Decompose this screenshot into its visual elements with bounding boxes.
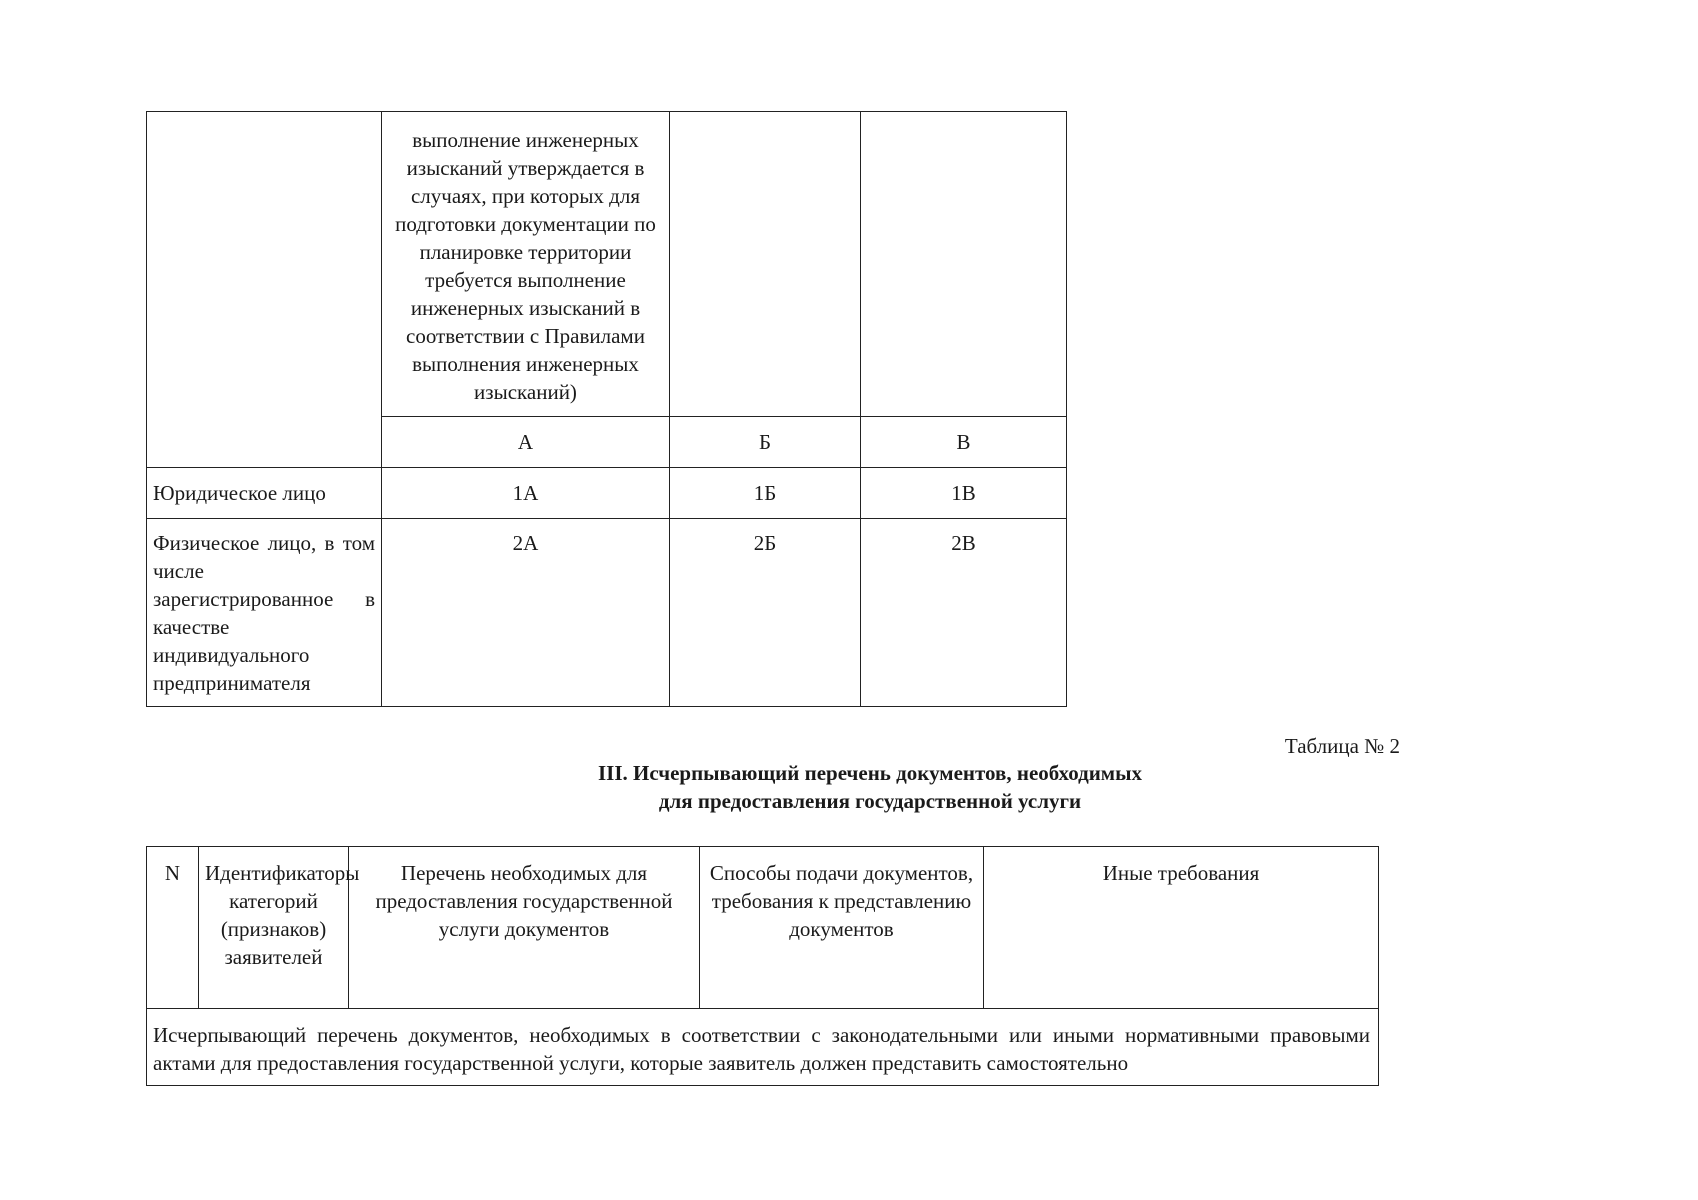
documents-table (146, 846, 1379, 1086)
applicant-variants-table (146, 111, 1067, 707)
table-cell-description: выполнение инженерных изысканий утверждается в случаях, при которых для подготовки документации по планировке территории требуется выполнение инженерных изысканий в соответствии с Правилами выполнения инженерных изысканий) (382, 112, 670, 417)
table-cell-value: 1А (382, 468, 670, 519)
row-label-legal-entity: Юридическое лицо (147, 468, 382, 519)
header-documents-list: Перечень необходимых для предоставления государственной услуги документов (349, 847, 700, 1009)
header-submission-methods: Способы подачи документов, требования к представлению документов (700, 847, 984, 1009)
table-cell-empty (670, 112, 861, 417)
section-title (480, 759, 1260, 815)
table-cell-value: 2В (861, 519, 1067, 707)
header-number: N (147, 847, 199, 1009)
table-header-row (147, 847, 1379, 1009)
header-other-requirements: Иные требования (984, 847, 1379, 1009)
table-cell-value: 2А (382, 519, 670, 707)
table-number-label: Таблица № 2 (1284, 734, 1400, 758)
column-letter-v: В (861, 417, 1067, 468)
table-row (147, 468, 1067, 519)
table-cell-value: 1Б (670, 468, 861, 519)
header-identifiers: Идентификаторы категорий (признаков) заявителей (199, 847, 349, 1009)
section-title-line: для предоставления государственной услуги (658, 789, 1082, 813)
table-cell-value: 2Б (670, 519, 861, 707)
table-row (147, 519, 1067, 707)
section-title-line: III. Исчерпывающий перечень документов, необходимых (597, 761, 1143, 785)
table-cell-empty (147, 112, 382, 468)
table-row (147, 1009, 1379, 1086)
table-row (147, 112, 1067, 417)
section-row-text: Исчерпывающий перечень документов, необходимых в соответствии с законодательными или иными нормативными правовыми актами для предоставления государственной услуги, которые заявитель должен представить самостоятельно (147, 1009, 1379, 1086)
row-label-individual: Физическое лицо, в том числе зарегистрированное в качестве индивидуального предпринимателя (147, 519, 382, 707)
column-letter-a: А (382, 417, 670, 468)
table-cell-empty (861, 112, 1067, 417)
table-cell-value: 1В (861, 468, 1067, 519)
column-letter-b: Б (670, 417, 861, 468)
